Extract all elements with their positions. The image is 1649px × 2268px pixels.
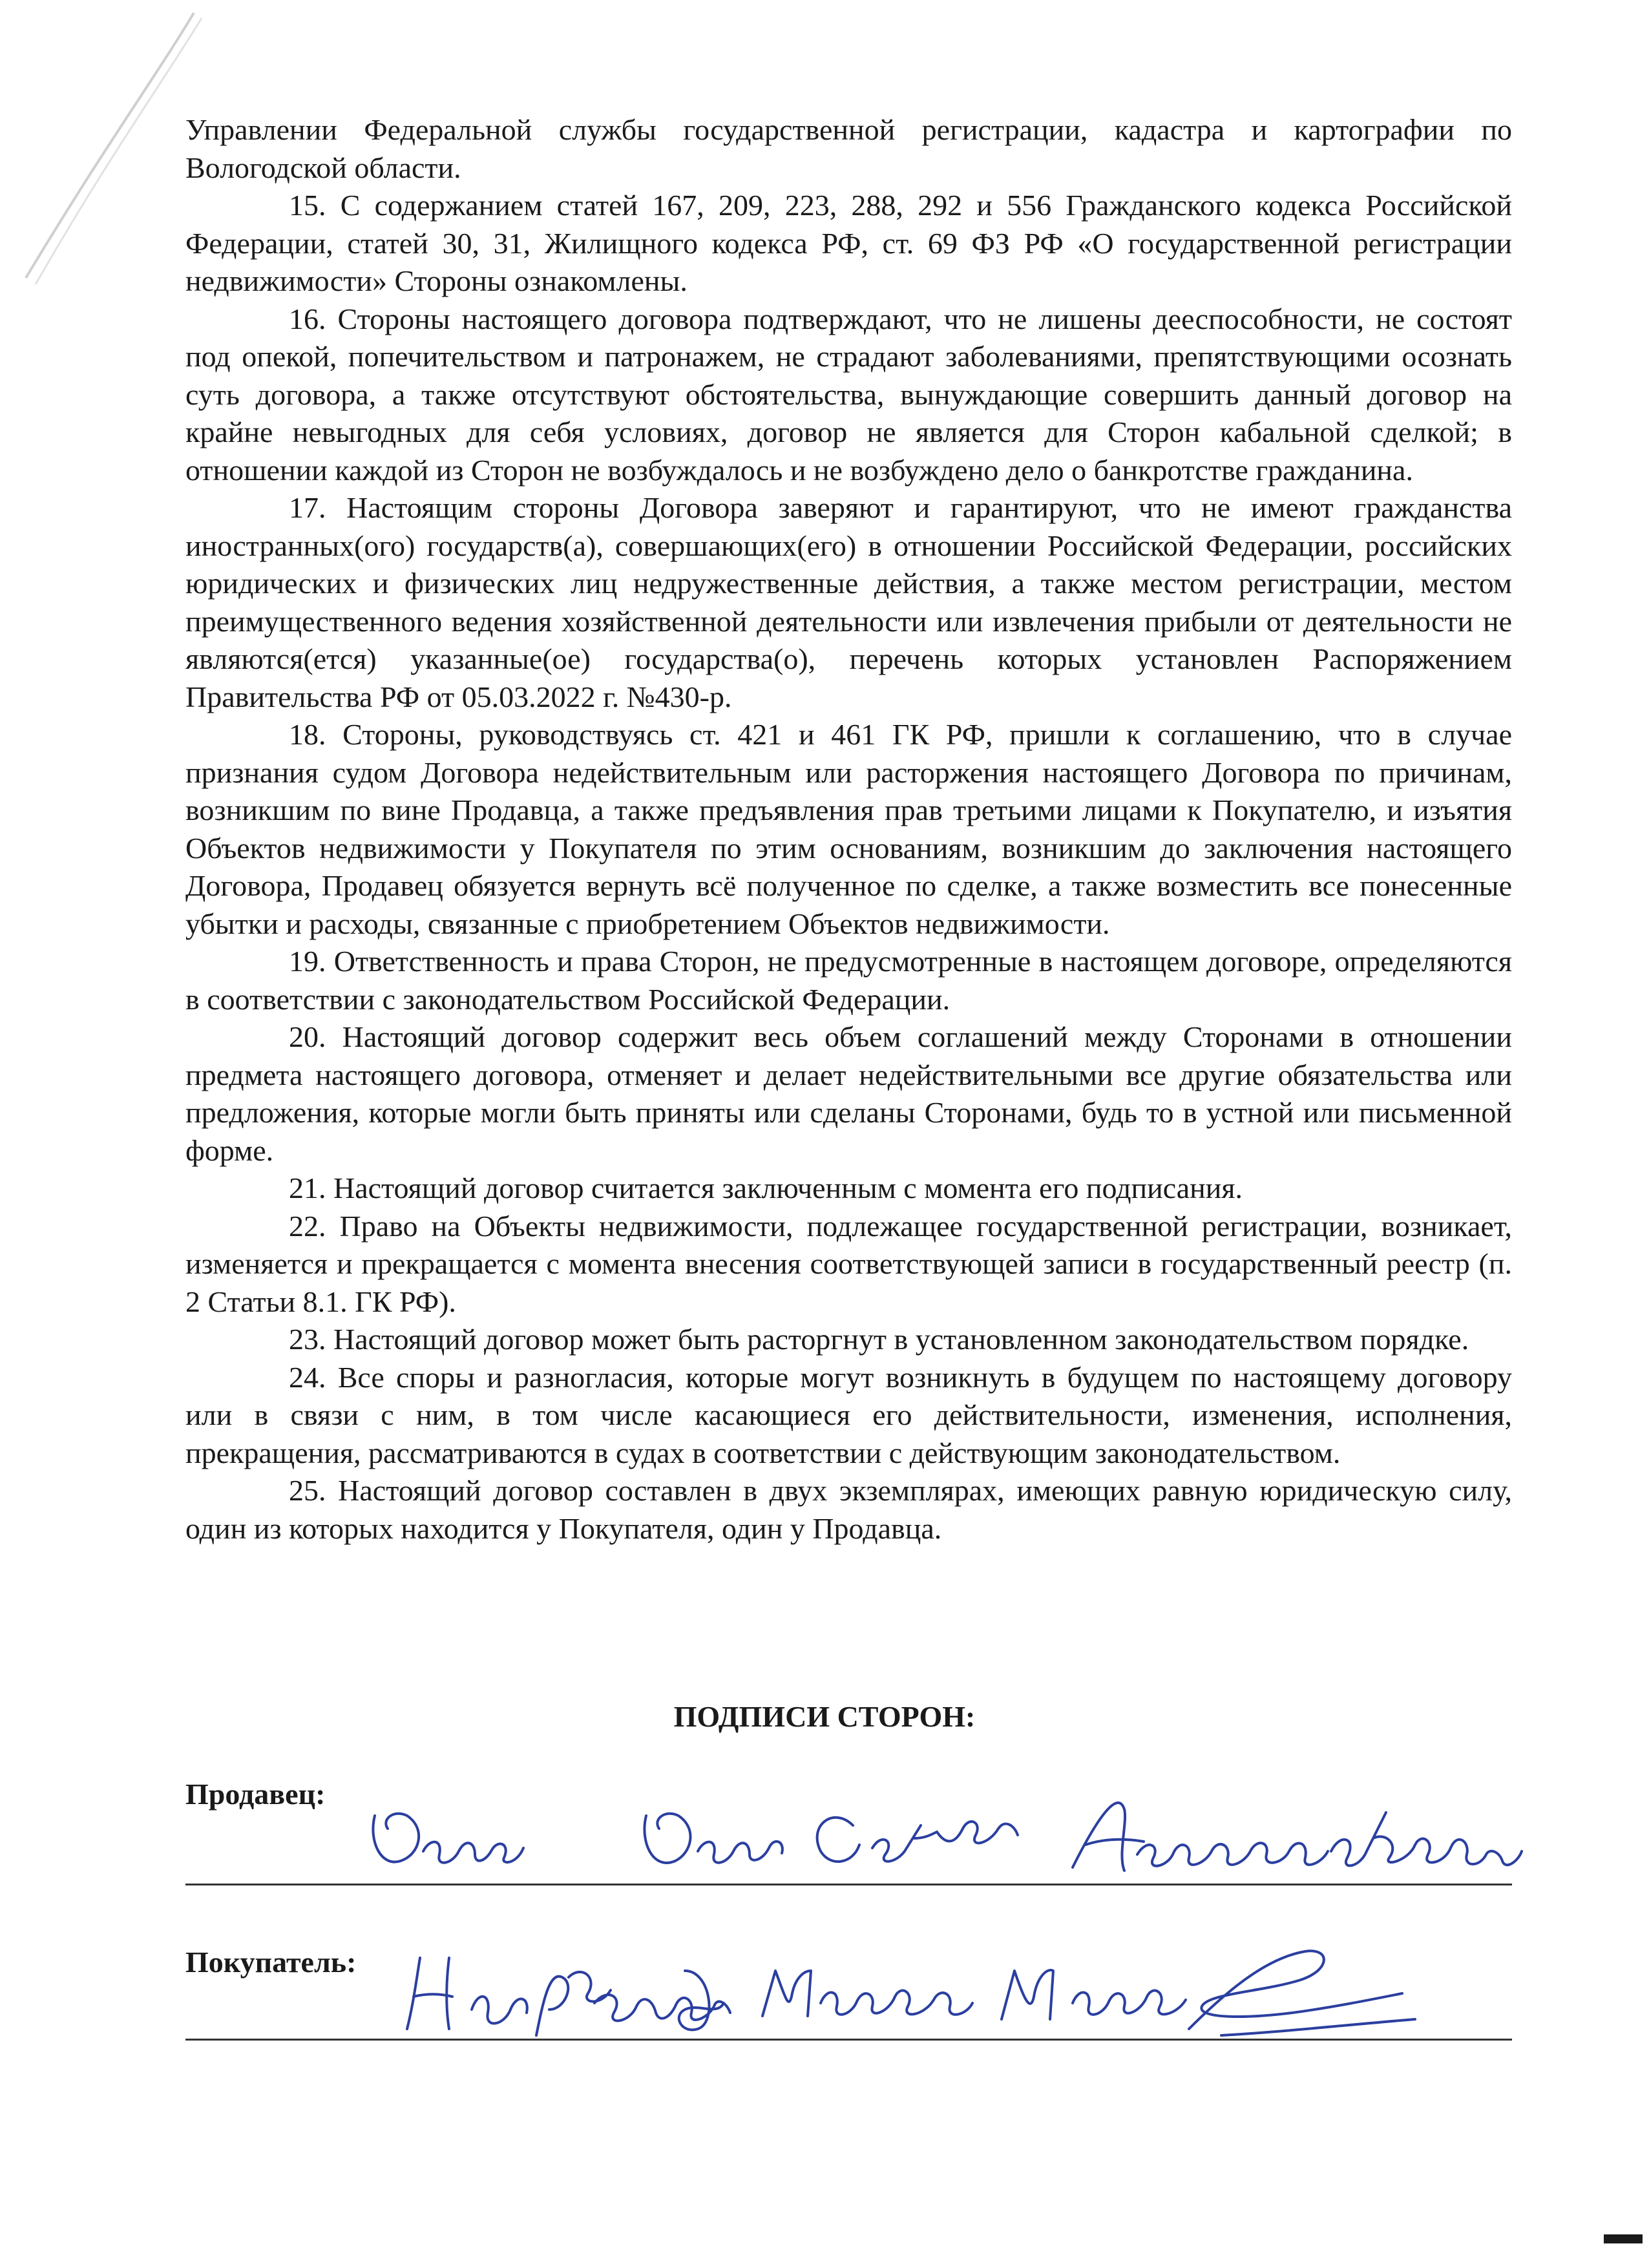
paragraph-19: 19. Ответственность и права Сторон, не предусмотренные в настоящем договоре, определяются в соответствии с законодательством Российской Федерации.	[185, 945, 1512, 1016]
paragraph-16: 16. Стороны настоящего договора подтверждают, что не лишены дееспособности, не состоят под опекой, попечительством и патронажем, не страдают заболеваниями, препятствующими осознать суть договора, а также отсутствуют обстоятельства, вынуждающие совершить данный договор на крайне невыгодных для себя условиях, договор не является для Сторон кабальной сделкой; в отношении каждой из Сторон не возбуждалось и не возбуждено дело о банкротстве гражданина.	[185, 302, 1512, 487]
paragraph-continuation: Управлении Федеральной службы государственной регистрации, кадастра и картографии по Вологодской области.	[185, 113, 1512, 184]
paragraph-25: 25. Настоящий договор составлен в двух экземплярах, имеющих равную юридическую силу, один из которых находится у Покупателя, один у Продавца.	[185, 1474, 1512, 1545]
paragraph-15: 15. С содержанием статей 167, 209, 223, 288, 292 и 556 Гражданского кодекса Российской Федерации, статей 30, 31, Жилищного кодекса РФ, ст. 69 ФЗ РФ «О государственной регистрации недвижимости» Стороны ознакомлены.	[185, 189, 1512, 297]
seller-label: Продавец:	[185, 1778, 326, 1811]
buyer-signature-line	[185, 2039, 1512, 2041]
signatures-heading: ПОДПИСИ СТОРОН:	[673, 1700, 976, 1733]
paragraph-20: 20. Настоящий договор содержит весь объем соглашений между Сторонами в отношении предмета настоящего договора, отменяет и делает недействительными все другие обязательства или предложения, которые могли быть приняты или сделаны Сторонами, будь то в устной или письменной форме.	[185, 1020, 1512, 1167]
paragraph-17: 17. Настоящим стороны Договора заверяют и гарантируют, что не имеют гражданства иностранных(ого) государств(а), совершающих(его) в отношении Российской Федерации, российских юридических и физических лиц недружественные действия, а также местом регистрации, местом преимущественного ведения хозяйственной деятельности или извлечения прибыли от деятельности не являются(ется) указанные(ое) государства(о), перечень которых установлен Распоряжением Правительства РФ от 05.03.2022 г. №430-р.	[185, 491, 1512, 713]
paragraph-18: 18. Стороны, руководствуясь ст. 421 и 461 ГК РФ, пришли к соглашению, что в случае признания судом Договора недействительным или расторжения настоящего Договора по причинам, возникшим по вине Продавца, а также предъявления прав третьими лицами к Покупателю, и изъятия Объектов недвижимости у Покупателя по этим основаниям, возникшим до заключения настоящего Договора, Продавец обязуется вернуть всё полученное по сделке, а также возместить все понесенные убытки и расходы, связанные с приобретением Объектов недвижимости.	[185, 718, 1512, 940]
buyer-signature	[381, 1932, 1441, 2061]
contract-body	[185, 111, 1512, 1548]
scan-corner-mark	[1604, 2234, 1643, 2243]
paragraph-21: 21. Настоящий договор считается заключенным с момента его подписания.	[289, 1171, 1243, 1204]
paragraph-24: 24. Все споры и разногласия, которые могут возникнуть в будущем по настоящему договору или в связи с ним, в том числе касающиеся его действительности, изменения, исполнения, прекращения, рассматриваются в судах в соответствии с действующим законодательством.	[185, 1360, 1512, 1469]
paragraph-22: 22. Право на Объекты недвижимости, подлежащее государственной регистрации, возникает, изменяется и прекращается с момента внесения соответствующей записи в государственный реестр (п. 2 Статьи 8.1. ГК РФ).	[185, 1209, 1512, 1318]
seller-signature-line	[185, 1884, 1512, 1885]
buyer-label: Покупатель:	[185, 1946, 357, 1979]
paragraph-23: 23. Настоящий договор может быть расторгнут в установленном законодательством порядке.	[289, 1323, 1469, 1356]
